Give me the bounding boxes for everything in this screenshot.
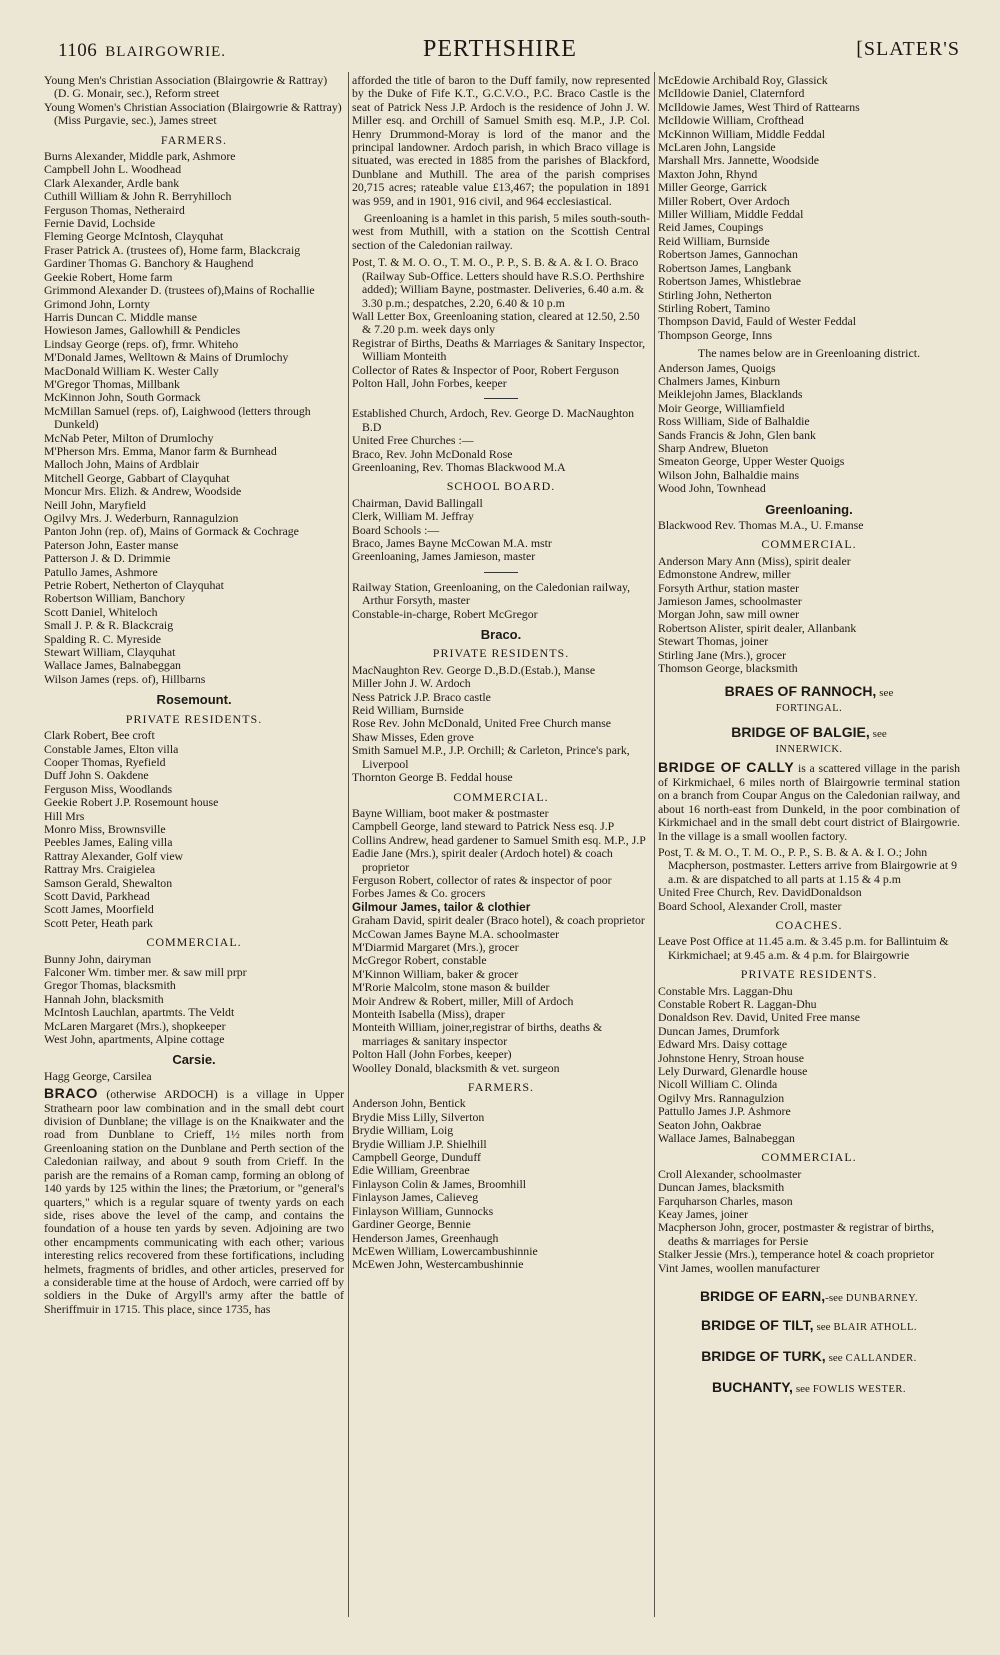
- braco-name: BRACO: [44, 1085, 98, 1102]
- list-item: Keay James, joiner: [658, 1207, 749, 1222]
- greenloaning-private-list: [658, 519, 960, 532]
- list-item: Macpherson John, grocer, postmaster & registrar of births, deaths & marriages for Persie: [658, 1220, 935, 1248]
- coaches-info: Leave Post Office at 11.45 a.m. & 3.45 p.m. for Ballintuim & Kirkmichael; at 9.45 a.m. & 4 p.m. for Blairgowrie: [658, 934, 949, 962]
- cally-church: United Free Church, Rev. DavidDonaldson: [658, 885, 862, 900]
- county-title: PERTHSHIRE: [423, 36, 577, 62]
- list-item: Mitchell George, Gabbart of Clayquhat: [44, 470, 230, 485]
- school-board-heading: SCHOOL BOARD.: [446, 479, 556, 494]
- cally-commercial-heading: COMMERCIAL.: [761, 1150, 857, 1165]
- list-item: Vint James, woollen manufacturer: [658, 1260, 820, 1275]
- list-item: Marshall Mrs. Jannette, Woodside: [658, 153, 820, 168]
- farmers-heading: FARMERS.: [160, 132, 228, 147]
- list-item: Stewart William, Clayquhat: [44, 645, 176, 660]
- list-item: Campbell John L. Woodhead: [44, 162, 182, 177]
- bridge-of-cally-text: is a scattered village in the parish of Kirkmichael, 6 miles north of Blairgowrie terminal station on a branch from Coupar Angus on the Caledonian railway, and about 16 north-east from Dunkeld, in the poor combination of Kirkmichael and in the small debt court district of Blairgowrie. In the village is a small woollen factory.: [658, 761, 961, 843]
- school-board-list: [352, 497, 650, 564]
- braco-continued: afforded the title of baron to the Duff family, now represented by the Duke of Fife K.T., G.C.V.O., P.C. Braco Castle is the seat of Patrick Ness J.P. Ardoch is the residence of John J. W. Miller esq. and Orchill of Samuel Smith esq. M.P., J.P. Col. Henry Drummond-Moray is lord of the manor and the principal landowner. Ardoch parish, in which Braco village is situated, was erected in 1885 from the parishes of Blackford, Dunblane and Muthill. The area of the parish comprises 20,715 acres; rateable value £13,467; the population in 1891 was 959, and in 1901, 916 civil, and 964 ecclesiastical.: [352, 73, 650, 208]
- rosemount-heading: Rosemount.: [156, 692, 232, 708]
- column-2: [352, 74, 650, 1272]
- braco-heading: Braco.: [480, 627, 522, 643]
- churches-list: [352, 407, 650, 474]
- intro-list: [44, 74, 344, 128]
- list-item: Bunny John, dairyman: [44, 951, 152, 966]
- list-item: Falconer Wm. timber mer. & saw mill prpr: [44, 965, 247, 979]
- list-item: Brydie Miss Lilly, Silverton: [352, 1109, 485, 1124]
- list-item: West John, apartments, Alpine cottage: [44, 1032, 225, 1047]
- column-3: [658, 74, 960, 1401]
- list-item: M'Kinnon William, baker & grocer: [352, 966, 519, 981]
- list-item: Robertson James, Whistlebrae: [658, 274, 801, 289]
- xref-bridge-of-balgie: BRIDGE OF BALGIE, see INNERWICK.: [731, 724, 887, 756]
- list-item: Monteith William, joiner,registrar of births, deaths & marriages & sanitary inspector: [352, 1020, 603, 1048]
- braco-text: (otherwise ARDOCH) is a village in Upper Strathearn poor law combination and in the small debt court division of Dunblane; the village is on the Knaikwater and the road from Dunblane to Crieff, 1½ miles north from Greenloaning station on the Dunblane and Perth section of the Caledonian railway, and about 9 south from Crieff. In the parish are the remains of a Roman camp, forming an oblong of 140 yards by 125 within the lines; the Prætorium, or "general's quarters," which is a regular square of twenty yards on each side, rises above the level of the camp, and contains the foundation of a house ten yards by seven. Adjoining are two other encampments communicating with each other; various interesting relics recovered from these fortifications, including helmets, fragments of bridles, and other articles, preserved for a considerable time at the house of Ardoch, were carried off by soldiers in the Duke of Argyll's army after the battle of Sheriffmuir in 1715. This place, since 1735, has: [44, 1087, 344, 1316]
- list-item: Stirling Jane (Mrs.), grocer: [658, 647, 787, 662]
- list-item: Nicoll William C. Olinda: [658, 1077, 778, 1092]
- commercial-list-b: [352, 914, 650, 1075]
- list-item: Finlayson William, Gunnocks: [352, 1203, 494, 1218]
- list-item: Ogilvy Mrs. Rannagulzion: [658, 1090, 785, 1105]
- cally-post-info: Post, T. & M. O., T. M. O., P. P., S. B. & A. & I. O.; John Macpherson, postmaster. Letters arrive from Blairgowrie at 9 a.m. & are dispatched to all parts at 1.15 & 4 p.m: [658, 844, 958, 886]
- list-item: MacDonald William K. Wester Cally: [44, 363, 219, 378]
- list-item: Jamieson James, schoolmaster: [658, 594, 802, 609]
- list-item: Scott James, Moorfield: [44, 902, 154, 917]
- gilmour-entry: Gilmour James, tailor & clothier: [352, 899, 531, 914]
- list-item: Maxton John, Rhynd: [658, 166, 758, 181]
- list-item: Burns Alexander, Middle park, Ashmore: [44, 149, 236, 164]
- list-item: Clerk, William M. Jeffray: [352, 509, 474, 524]
- post-office-info: Post, T. & M. O. O., T. M. O., P. P., S. B. & A. & I. O. Braco (Railway Sub-Office. Letters should have R.S.O. Perthshire added); William Bayne, postmaster. Deliveries, 6.40 a.m. & 3.30 p.m.; despatches, 2.20, 6.40 & 10 p.m: [352, 255, 645, 310]
- list-item: McKinnon William, Middle Feddal: [658, 126, 826, 141]
- list-item: Geekie Robert, Home farm: [44, 269, 173, 284]
- list-item: Miller George, Garrick: [658, 180, 767, 195]
- list-item: Reid William, Burnside: [658, 233, 770, 248]
- divider-rule: [484, 572, 518, 573]
- list-item: Ness Patrick J.P. Braco castle: [352, 689, 491, 704]
- list-item: Peebles James, Ealing villa: [44, 835, 173, 850]
- private-list: [352, 664, 650, 785]
- list-item: M'Gregor Thomas, Millbank: [44, 376, 180, 391]
- bridge-of-cally-name: BRIDGE OF CALLY: [658, 759, 795, 776]
- list-item: Constable-in-charge, Robert McGregor: [352, 606, 538, 621]
- list-item: McGregor Robert, constable: [352, 953, 487, 968]
- list-item: Patullo James, Ashmore: [44, 564, 158, 579]
- list-item: McIldowie William, Crofthead: [658, 113, 804, 128]
- rosemount-commercial-list: [44, 953, 344, 1047]
- list-item: Duncan James, blacksmith: [658, 1180, 785, 1195]
- farmers-list: [352, 1097, 650, 1271]
- list-item: McIldowie Daniel, Claternford: [658, 86, 805, 101]
- list-item: United Free Churches :—: [352, 433, 474, 448]
- list-item: Ross William, Side of Balhaldie: [658, 414, 810, 429]
- rosemount-private-list: [44, 729, 344, 930]
- list-item: Malloch John, Mains of Ardblair: [44, 457, 199, 472]
- page-number: 1106: [58, 40, 98, 61]
- list-item: McKinnon John, South Gormack: [44, 390, 201, 405]
- list-item: Cuthill William & John R. Berryhilloch: [44, 189, 232, 204]
- railway-list: [352, 581, 650, 621]
- list-item: Rattray Alexander, Golf view: [44, 848, 184, 863]
- list-item: Neill John, Maryfield: [44, 497, 146, 512]
- list-item: Johnstone Henry, Stroan house: [658, 1050, 805, 1065]
- list-item: Scott David, Parkhead: [44, 888, 150, 903]
- list-item: Brydie William J.P. Shielhill: [352, 1136, 487, 1151]
- list-item: Anderson Mary Ann (Miss), spirit dealer: [658, 553, 851, 568]
- braco-description: [44, 1087, 344, 1316]
- letter-box-info: Wall Letter Box, Greenloaning station, cleared at 12.50, 2.50 & 7.20 p.m. week days only: [352, 308, 640, 337]
- list-item: Stirling John, Netherton: [658, 287, 772, 302]
- list-item: Braco, James Bayne McCowan M.A. mstr: [352, 536, 552, 550]
- list-item: Patterson J. & D. Drimmie: [44, 551, 171, 566]
- list-item: Clark Robert, Bee croft: [44, 728, 155, 743]
- list-item: Chalmers James, Kinburn: [658, 373, 781, 388]
- list-item: Greenloaning, James Jamieson, master: [352, 549, 536, 564]
- list-item: Wallace James, Balnabeggan: [44, 658, 181, 673]
- list-item: Robertson James, Gannochan: [658, 247, 798, 262]
- list-item: Miller William, Middle Feddal: [658, 207, 804, 222]
- list-item: Edward Mrs. Daisy cottage: [658, 1037, 788, 1052]
- list-item: Lindsay George (reps. of), frmr. Whiteho: [44, 336, 239, 351]
- list-item: Young Women's Christian Association (Blairgowrie & Rattray) (Miss Purgavie, sec.), James street: [44, 99, 342, 128]
- list-item: Anderson James, Quoigs: [658, 360, 776, 375]
- commercial-heading: COMMERCIAL.: [453, 789, 549, 804]
- list-item: Howieson James, Gallowhill & Pendicles: [44, 323, 241, 338]
- greenloaning-heading: Greenloaning.: [765, 501, 853, 517]
- column-1: [44, 74, 344, 1316]
- list-item: M'Donald James, Welltown & Mains of Drumlochy: [44, 350, 289, 365]
- list-item: Blackwood Rev. Thomas M.A., U. F.manse: [658, 518, 864, 532]
- officials-list: [352, 337, 650, 391]
- list-item: Moir George, Williamfield: [658, 400, 785, 415]
- list-item: Monro Miss, Brownsville: [44, 821, 166, 836]
- list-item: Rattray Mrs. Craigielea: [44, 862, 156, 877]
- list-item: Gregor Thomas, blacksmith: [44, 978, 176, 993]
- rosemount-commercial-heading: COMMERCIAL.: [146, 935, 242, 950]
- list-item: Panton John (rep. of), Mains of Gormack & Cochrage: [44, 524, 299, 539]
- list-item: Established Church, Ardoch, Rev. George D. MacNaughton B.D: [352, 406, 635, 434]
- page-header: [40, 36, 960, 70]
- list-item: McIldowie James, West Third of Rattearns: [658, 99, 860, 114]
- list-item: Wallace James, Balnabeggan: [658, 1131, 795, 1146]
- greenloaning-note: The names below are in Greenloaning district.: [697, 346, 921, 361]
- list-item: Clark Alexander, Ardle bank: [44, 175, 180, 190]
- greenloaning-commercial-heading: COMMERCIAL.: [761, 537, 857, 552]
- divider-rule: [484, 398, 518, 399]
- list-item: Scott Daniel, Whiteloch: [44, 604, 158, 619]
- list-item: Miller Robert, Over Ardoch: [658, 193, 790, 208]
- list-item: Sharp Andrew, Blueton: [658, 440, 769, 455]
- list-item: Monteith Isabella (Miss), draper: [352, 1007, 505, 1021]
- list-item: Campbell George, Dunduff: [352, 1150, 481, 1165]
- greenloaning-description: Greenloaning is a hamlet in this parish, 5 miles south-south-west from Muthill, with a station on the Scottish Central section of the Caledonian railway.: [352, 211, 650, 252]
- list-item: McNab Peter, Milton of Drumlochy: [44, 430, 214, 445]
- list-item: Shaw Misses, Eden grove: [352, 729, 474, 744]
- list-item: Ogilvy Mrs. J. Wederburn, Rannagulzion: [44, 511, 239, 525]
- xref-bridge-of-turk: BRIDGE OF TURK, see CALLANDER.: [701, 1348, 917, 1365]
- list-item: Thompson George, Inns: [658, 327, 773, 342]
- list-item: Reid James, Coupings: [658, 220, 764, 235]
- list-item: Grimmond Alexander D. (trustees of),Mains of Rochallie: [44, 283, 315, 298]
- list-item: Young Men's Christian Association (Blairgowrie & Rattray) (D. G. Monair, sec.), Reform street: [44, 73, 328, 101]
- list-item: Eadie Jane (Mrs.), spirit dealer (Ardoch hotel) & coach proprietor: [352, 846, 613, 874]
- greenloaning-commercial-list: [658, 555, 960, 676]
- list-item: Small J. P. & R. Blackcraig: [44, 618, 174, 633]
- list-item: Woolley Donald, blacksmith & vet. surgeon: [352, 1060, 560, 1075]
- list-item: Moncur Mrs. Elizh. & Andrew, Woodside: [44, 484, 242, 499]
- list-item: McLaren Margaret (Mrs.), shopkeeper: [44, 1018, 226, 1033]
- list-item: MacNaughton Rev. George D.,B.D.(Estab.), Manse: [352, 662, 596, 677]
- list-item: Miller John J. W. Ardoch: [352, 676, 471, 691]
- list-item: McIntosh Lauchlan, apartmts. The Veldt: [44, 1005, 235, 1020]
- coaches-heading: COACHES.: [775, 917, 843, 932]
- list-item: Finlayson Colin & James, Broomhill: [352, 1176, 527, 1191]
- list-item: Donaldson Rev. David, United Free manse: [658, 1010, 861, 1025]
- list-item: Robertson James, Langbank: [658, 260, 792, 275]
- list-item: Thornton George B. Feddal house: [352, 770, 513, 785]
- list-item: Polton Hall, John Forbes, keeper: [352, 375, 507, 390]
- list-item: Fraser Patrick A. (trustees of), Home farm, Blackcraig: [44, 242, 301, 257]
- cally-private-heading: PRIVATE RESIDENTS.: [740, 967, 878, 982]
- xref-braes-of-rannoch: BRAES OF RANNOCH, see FORTINGAL.: [724, 683, 894, 715]
- list-item: Registrar of Births, Deaths & Marriages & Sanitary Inspector, William Monteith: [352, 335, 646, 364]
- list-item: Henderson James, Greenhaugh: [352, 1230, 499, 1245]
- list-item: Fernie David, Lochside: [44, 216, 156, 231]
- list-item: Ferguson Miss, Woodlands: [44, 781, 173, 796]
- list-item: Stalker Jessie (Mrs.), temperance hotel & coach proprietor: [658, 1247, 935, 1262]
- list-item: M'Rorie Malcolm, stone mason & builder: [352, 980, 550, 995]
- list-item: Robertson William, Banchory: [44, 591, 186, 606]
- list-item: Smeaton George, Upper Wester Quoigs: [658, 454, 845, 469]
- list-item: Greenloaning, Rev. Thomas Blackwood M.A: [352, 459, 566, 474]
- farmers-heading: FARMERS.: [467, 1080, 535, 1095]
- list-item: Constable James, Elton villa: [44, 741, 179, 756]
- list-item: Bayne William, boot maker & postmaster: [352, 805, 549, 820]
- list-item: Gardiner George, Bennie: [352, 1217, 471, 1232]
- list-item: Ferguson Robert, collector of rates & inspector of poor: [352, 872, 612, 887]
- list-item: Paterson John, Easter manse: [44, 537, 179, 552]
- list-item: Stewart Thomas, joiner: [658, 634, 769, 649]
- list-item: Collector of Rates & Inspector of Poor, Robert Ferguson: [352, 362, 619, 377]
- list-item: Pattullo James J.P. Ashmore: [658, 1104, 791, 1119]
- list-item: Croll Alexander, schoolmaster: [658, 1166, 802, 1181]
- list-item: Polton Hall (John Forbes, keeper): [352, 1047, 512, 1062]
- list-item: Collins Andrew, head gardener to Samuel Smith esq. M.P., J.P: [352, 832, 646, 847]
- list-item: Duff John S. Oakdene: [44, 768, 149, 783]
- list-item: Constable Robert R. Laggan-Dhu: [658, 996, 817, 1011]
- list-item: Wilson John, Balhaldie mains: [658, 467, 800, 482]
- list-item: Ferguson Thomas, Netheraird: [44, 202, 185, 217]
- list-item: Sands Francis & John, Glen bank: [658, 427, 816, 442]
- list-item: Reid William, Burnside: [352, 703, 464, 718]
- list-item: Smith Samuel M.P., J.P. Orchill; & Carleton, Prince's park, Liverpool: [352, 743, 630, 771]
- list-item: Brydie William, Loig: [352, 1123, 454, 1138]
- xref-buchanty: BUCHANTY, see FOWLIS WESTER.: [712, 1379, 906, 1396]
- rosemount-private-heading: PRIVATE RESIDENTS.: [125, 711, 263, 726]
- list-item: Stirling Robert, Tamino: [658, 300, 771, 315]
- greenloaning-district-list: [658, 362, 960, 496]
- list-item: Spalding R. C. Myreside: [44, 631, 161, 646]
- cally-private-list: [658, 985, 960, 1146]
- list-item: Wilson James (reps. of), Hillbarns: [44, 671, 206, 686]
- list-item: Finlayson James, Calieveg: [352, 1190, 479, 1205]
- list-item: Fleming George McIntosh, Clayquhat: [44, 229, 224, 244]
- list-item: Lely Durward, Glenardle house: [658, 1064, 808, 1078]
- list-item: Forbes James & Co. grocers: [352, 886, 486, 901]
- list-item: M'Diarmid Margaret (Mrs.), grocer: [352, 939, 519, 954]
- list-item: Cooper Thomas, Ryefield: [44, 754, 166, 769]
- list-item: McEwen William, Lowercambushinnie: [352, 1243, 538, 1258]
- list-item: McCowan James Bayne M.A. schoolmaster: [352, 926, 560, 941]
- list-item: Thompson David, Fauld of Wester Feddal: [658, 314, 857, 329]
- list-item: Board Schools :—: [352, 522, 440, 537]
- list-item: McEwen John, Westercambushinnie: [352, 1257, 524, 1272]
- list-item: McLaren John, Langside: [658, 140, 776, 155]
- xref-bridge-of-earn: BRIDGE OF EARN,-see DUNBARNEY.: [699, 1288, 919, 1305]
- list-item: Gardiner Thomas G. Banchory & Haughend: [44, 256, 254, 271]
- list-item: Geekie Robert J.P. Rosemount house: [44, 795, 219, 810]
- list-item: Hill Mrs: [44, 808, 85, 823]
- list-item: Forsyth Arthur, station master: [658, 580, 800, 595]
- list-item: McEdowie Archibald Roy, Glassick: [658, 73, 828, 87]
- list-item: Meiklejohn James, Blacklands: [658, 387, 803, 402]
- cally-school: Board School, Alexander Croll, master: [658, 898, 842, 913]
- bridge-of-cally-description: [658, 761, 960, 842]
- list-item: Railway Station, Greenloaning, on the Caledonian railway, Arthur Forsyth, master: [352, 579, 631, 608]
- list-item: Seaton John, Oakbrae: [658, 1117, 762, 1132]
- list-item: Moir Andrew & Robert, miller, Mill of Ardoch: [352, 993, 574, 1008]
- list-item: Campbell George, land steward to Patrick Ness esq. J.P: [352, 819, 615, 834]
- list-item: Wood John, Townhead: [658, 481, 766, 496]
- xref-bridge-of-tilt: BRIDGE OF TILT, see BLAIR ATHOLL.: [701, 1317, 917, 1334]
- commercial-list-a: [352, 807, 650, 901]
- column-divider-1: [348, 72, 349, 1617]
- list-item: Grimond John, Lornty: [44, 296, 150, 311]
- list-item: Harris Duncan C. Middle manse: [44, 309, 197, 324]
- list-item: Braco, Rev. John McDonald Rose: [352, 446, 513, 461]
- list-item: Edie William, Greenbrae: [352, 1163, 470, 1178]
- cally-commercial-list: [658, 1168, 960, 1275]
- farmers-continued-list: [658, 74, 960, 342]
- farmers-list: [44, 150, 344, 686]
- list-item: Rose Rev. John McDonald, United Free Church manse: [352, 716, 612, 731]
- list-item: Constable Mrs. Laggan-Dhu: [658, 983, 793, 998]
- private-heading: PRIVATE RESIDENTS.: [432, 646, 570, 661]
- list-item: Petrie Robert, Netherton of Clayquhat: [44, 578, 224, 593]
- running-town: BLAIRGOWRIE.: [105, 44, 227, 60]
- list-item: Hagg George, Carsilea: [44, 1068, 152, 1083]
- list-item: Graham David, spirit dealer (Braco hotel), & coach proprietor: [352, 913, 645, 928]
- list-item: M'Pherson Mrs. Emma, Manor farm & Burnhead: [44, 443, 277, 458]
- carsie-list: [44, 1070, 344, 1083]
- publisher-mark: [SLATER'S: [856, 38, 960, 60]
- list-item: Duncan James, Drumfork: [658, 1023, 780, 1038]
- list-item: Samson Gerald, Shewalton: [44, 875, 173, 890]
- column-divider-2: [654, 72, 655, 1617]
- list-item: Scott Peter, Heath park: [44, 915, 153, 930]
- list-item: Thomson George, blacksmith: [658, 661, 798, 676]
- list-item: McMillan Samuel (reps. of), Laighwood (letters through Dunkeld): [44, 403, 311, 432]
- list-item: Hannah John, blacksmith: [44, 991, 164, 1006]
- list-item: Anderson John, Bentick: [352, 1096, 466, 1111]
- carsie-heading: Carsie.: [172, 1052, 216, 1068]
- list-item: Morgan John, saw mill owner: [658, 607, 800, 622]
- list-item: Edmonstone Andrew, miller: [658, 567, 791, 582]
- list-item: Robertson Alister, spirit dealer, Allanbank: [658, 620, 857, 635]
- list-item: Chairman, David Ballingall: [352, 495, 483, 510]
- list-item: Farquharson Charles, mason: [658, 1193, 793, 1208]
